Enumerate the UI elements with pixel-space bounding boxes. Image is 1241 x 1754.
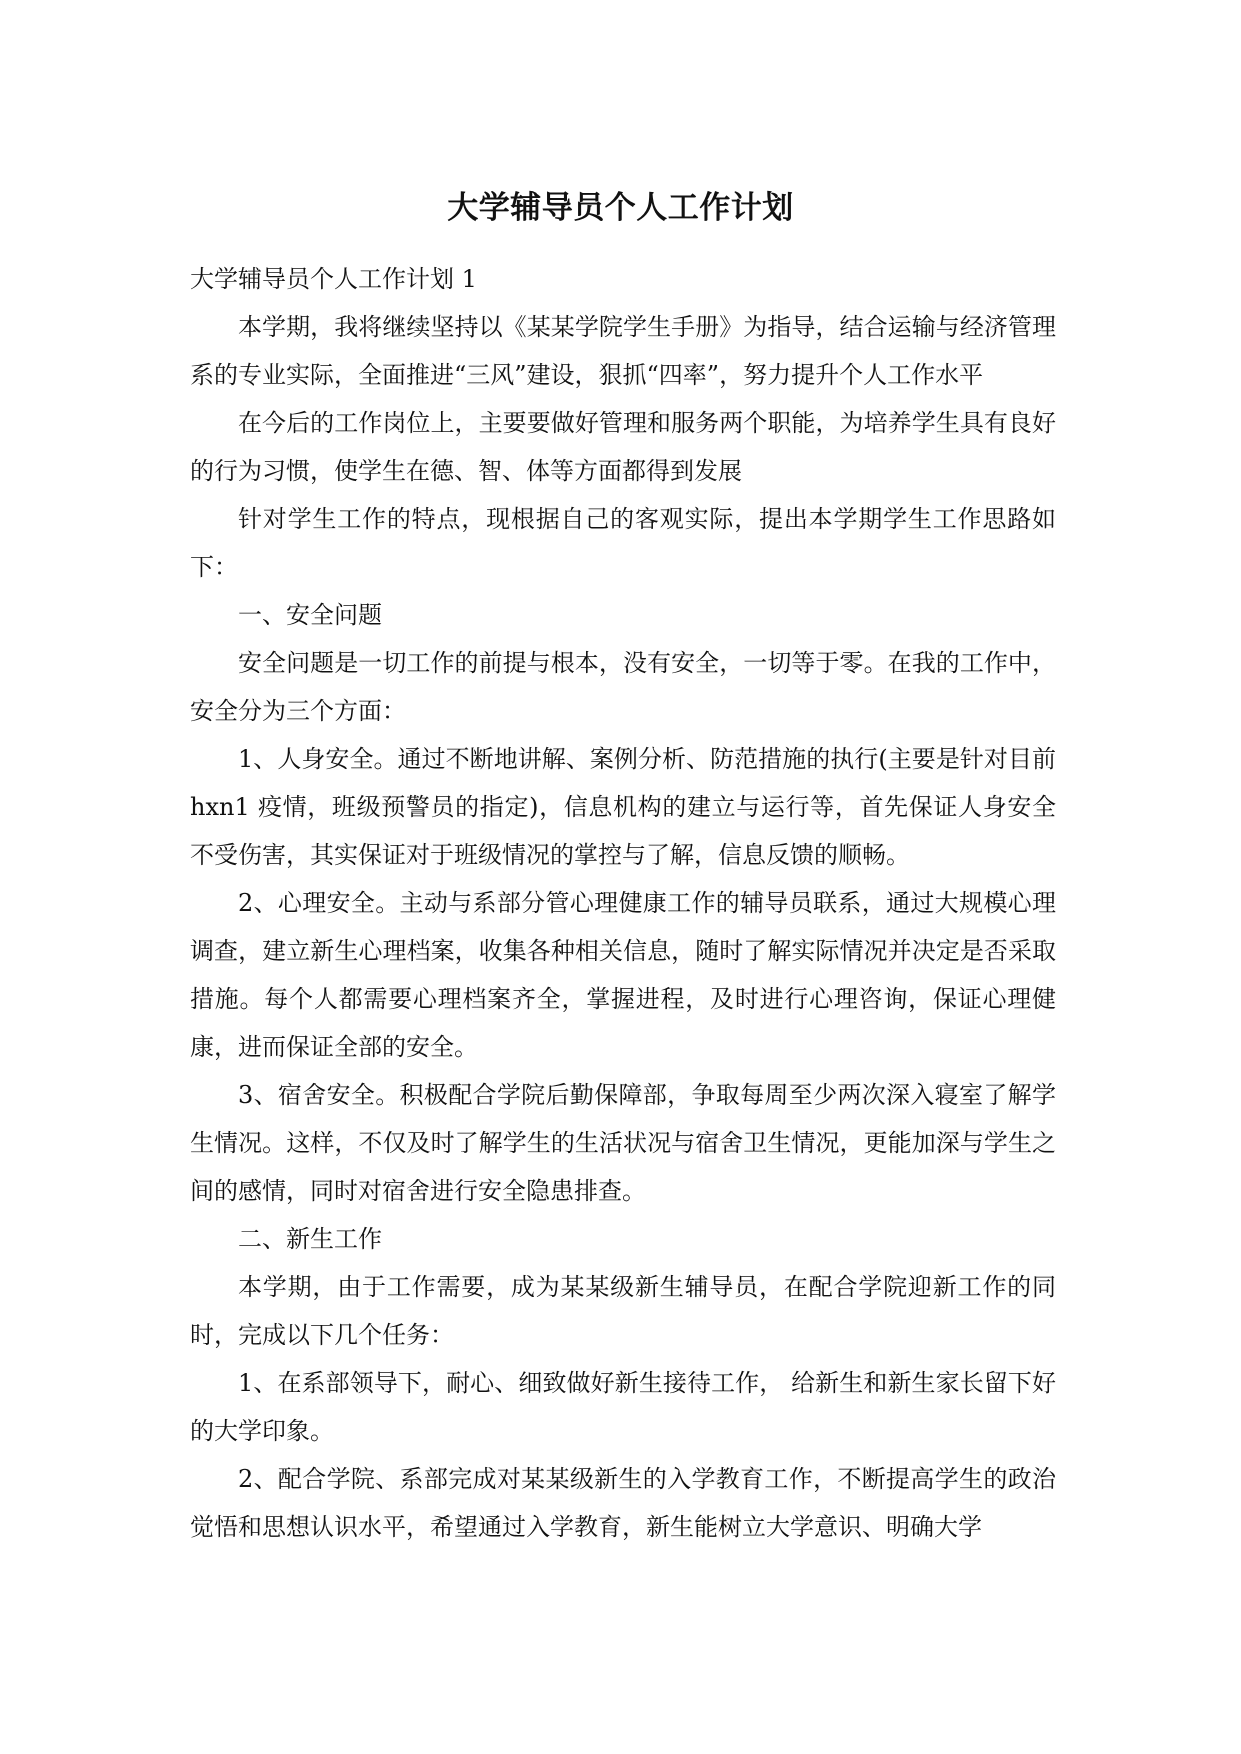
document-title: 大学辅导员个人工作计划 <box>447 190 794 226</box>
paragraph: 针对学生工作的特点，现根据自己的客观实际，提出本学期学生工作思路如下： <box>190 505 1056 581</box>
paragraph: 大学辅导员个人工作计划 1 <box>190 265 477 293</box>
paragraph: 2、配合学院、系部完成对某某级新生的入学教育工作，不断提高学生的政治觉悟和思想认识水平，希望通过入学教育，新生能树立大学意识、明确大学 <box>190 1465 1056 1541</box>
paragraph: 3、宿舍安全。积极配合学院后勤保障部，争取每周至少两次深入寝室了解学生情况。这样，不仅及时了解学生的生活状况与宿舍卫生情况，更能加深与学生之间的感情，同时对宿舍进行安全隐患排查。 <box>190 1081 1056 1205</box>
paragraph: 1、在系部领导下，耐心、细致做好新生接待工作， 给新生和新生家长留下好的大学印象。 <box>190 1369 1056 1445</box>
paragraph: 本学期，我将继续坚持以《某某学院学生手册》为指导，结合运输与经济管理系的专业实际，全面推进“三风”建设，狠抓“四率”，努力提升个人工作水平 <box>190 313 1056 389</box>
paragraph: 在今后的工作岗位上，主要要做好管理和服务两个职能，为培养学生具有良好的行为习惯，使学生在德、智、体等方面都得到发展 <box>190 409 1056 485</box>
section-heading: 一、安全问题 <box>238 601 382 629</box>
paragraph: 1、人身安全。通过不断地讲解、案例分析、防范措施的执行(主要是针对目前 hxn1 疫情，班级预警员的指定)，信息机构的建立与运行等，首先保证人身安全不受伤害，其实保证对于班级情况的掌控与了解，信息反馈的顺畅。 <box>190 745 1056 869</box>
section-heading: 二、新生工作 <box>238 1225 382 1253</box>
paragraph: 2、心理安全。主动与系部分管心理健康工作的辅导员联系，通过大规模心理调查，建立新生心理档案，收集各种相关信息，随时了解实际情况并决定是否采取措施。每个人都需要心理档案齐全，掌握进程，及时进行心理咨询，保证心理健康，进而保证全部的安全。 <box>190 889 1056 1061</box>
paragraph: 安全问题是一切工作的前提与根本，没有安全，一切等于零。在我的工作中，安全分为三个方面： <box>190 649 1056 725</box>
document-body <box>190 255 1056 1551</box>
paragraph: 本学期，由于工作需要，成为某某级新生辅导员，在配合学院迎新工作的同时，完成以下几个任务： <box>190 1273 1056 1349</box>
